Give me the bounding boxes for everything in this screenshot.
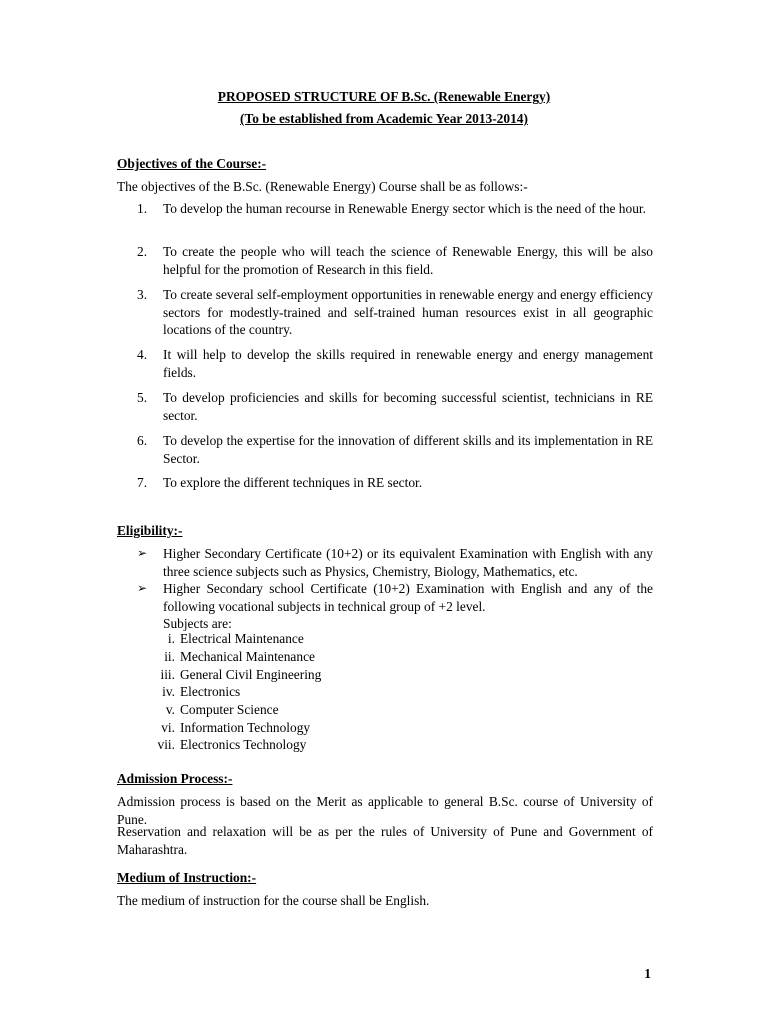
objective-number: 6. bbox=[137, 433, 148, 448]
objective-number: 5. bbox=[137, 390, 148, 405]
subject-number: v. bbox=[165, 702, 175, 717]
objective-text: It will help to develop the skills required in renewable energy and energy management fields. bbox=[163, 347, 653, 380]
subject-number: iii. bbox=[160, 667, 175, 682]
objective-text: To develop the human recourse in Renewable Energy sector which is the need of the hour. bbox=[163, 201, 646, 216]
medium-heading: Medium of Instruction:- bbox=[117, 870, 257, 885]
subject-text: Information Technology bbox=[180, 720, 311, 735]
objective-text: To explore the different techniques in RE sector. bbox=[163, 475, 423, 490]
admission-paragraph: Reservation and relaxation will be as per the rules of University of Pune and Government of Maharashtra. bbox=[117, 824, 653, 857]
subject-number: vii. bbox=[157, 737, 175, 752]
objective-number: 7. bbox=[137, 475, 148, 490]
document-title: PROPOSED STRUCTURE OF B.Sc. (Renewable Energy) bbox=[217, 89, 551, 104]
subjects-label: Subjects are: bbox=[163, 616, 232, 631]
objectives-intro: The objectives of the B.Sc. (Renewable Energy) Course shall be as follows:- bbox=[117, 179, 528, 194]
subject-number: ii. bbox=[164, 649, 175, 664]
objective-number: 4. bbox=[137, 347, 148, 362]
eligibility-heading: Eligibility:- bbox=[117, 523, 183, 538]
objective-number: 2. bbox=[137, 244, 148, 259]
objective-text: To create the people who will teach the science of Renewable Energy, this will be also helpful for the promotion of Research in this field. bbox=[163, 244, 653, 277]
subject-text: Computer Science bbox=[180, 702, 279, 717]
arrow-bullet-icon: ➢ bbox=[137, 581, 148, 595]
arrow-bullet-icon: ➢ bbox=[137, 546, 148, 560]
subject-text: Electronics bbox=[180, 684, 241, 699]
subject-text: Electronics Technology bbox=[180, 737, 307, 752]
objective-text: To develop proficiencies and skills for becoming successful scientist, technicians in RE sector. bbox=[163, 390, 653, 423]
objective-text: To develop the expertise for the innovation of different skills and its implementation in RE Sector. bbox=[163, 433, 653, 466]
subject-number: iv. bbox=[162, 684, 175, 699]
admission-heading: Admission Process:- bbox=[117, 771, 233, 786]
subject-number: vi. bbox=[161, 720, 175, 735]
subject-text: Mechanical Maintenance bbox=[180, 649, 315, 664]
eligibility-text: Higher Secondary school Certificate (10+2) Examination with English and any of the following vocational subjects in technical group of +2 level. bbox=[163, 581, 653, 614]
subject-text: Electrical Maintenance bbox=[180, 631, 304, 646]
admission-paragraph: Admission process is based on the Merit as applicable to general B.Sc. course of University of Pune. bbox=[117, 794, 653, 827]
objective-number: 3. bbox=[137, 287, 148, 302]
objective-number: 1. bbox=[137, 201, 148, 216]
subject-text: General Civil Engineering bbox=[180, 667, 322, 682]
subject-number: i. bbox=[167, 631, 175, 646]
document-subtitle: (To be established from Academic Year 2013-2014) bbox=[240, 111, 528, 126]
objective-text: To create several self-employment opportunities in renewable energy and energy efficiency sectors for modestly-trained and self-trained human resources exist in all geographic locations of the country. bbox=[163, 287, 653, 337]
medium-text: The medium of instruction for the course shall be English. bbox=[117, 893, 430, 908]
eligibility-text: Higher Secondary Certificate (10+2) or its equivalent Examination with English with any three science subjects such as Physics, Chemistry, Biology, Mathematics, etc. bbox=[163, 546, 653, 579]
page-number: 1 bbox=[644, 966, 651, 981]
objectives-heading: Objectives of the Course:- bbox=[117, 156, 267, 171]
